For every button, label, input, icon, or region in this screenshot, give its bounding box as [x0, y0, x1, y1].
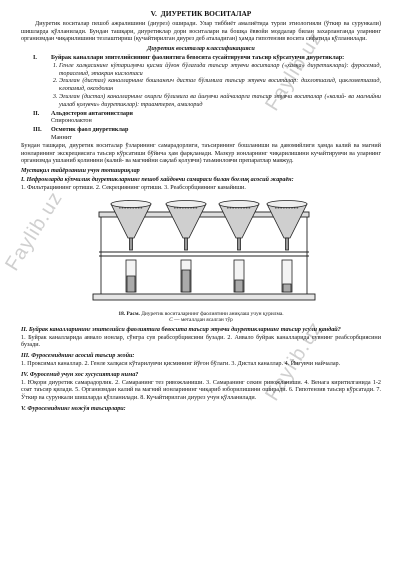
question-1: I. Нефронларда кўпчилик диуретикларнинг пешоб хайдовчи самараси билан боғлиқ асосий жараён:: [21, 176, 294, 183]
apparatus-figure: [21, 194, 381, 311]
answer-1: 1. Фильтрациянинг ортиши. 2. Секрециянинг ортиши. 3. Реабсорбциянинг камайиши.: [21, 184, 246, 191]
section-2-heading: II. Альдостерон антагонистлари: [33, 110, 133, 117]
classification-title: Диуретик воситалар классификацияси: [147, 46, 255, 53]
question-3: III. Фуросемиднинг асосий таъсир жойи:: [21, 353, 135, 360]
watermark: Faylib.uz: [1, 187, 68, 275]
self-prep-heading: Мустақил тайёрланиш учун топшириқлар: [21, 168, 140, 175]
intro-paragraph: Диуретик воситалар пешоб ажралишини (диурез) оширади. Улар тиббиёт амалиётида турли этиологияли (ўткир ва сурункали) шишларда қўлланилади. Бундан ташқари, диуретиклар дори воситалари ва бошқа ёввойи моддалар билан захарланганда уларнинг организмдан чиқарилишини тезлаштириш (қучайтирилган диурез деб аталадиган) ҳамда гипотензив восита сифатида қўлланилади.: [21, 20, 381, 43]
question-5: V. Фуросемиднинг ножўя таъсирлари:: [21, 405, 126, 412]
watermark: Faylib.uz: [261, 27, 328, 115]
question-4: IV. Фуросемид учун хос хусусиятлар нима?: [21, 371, 139, 378]
section-2-item: Спиронолактон: [51, 118, 92, 125]
section-3-heading: III. Осмотик фаол диуретиклар: [33, 127, 129, 134]
section-1-heading: I. Буйрак каналлари эпителийсининг фаолиятига бевосита сусайтирувчи таъсир кўрсатувчи диуретиклар:: [33, 54, 345, 61]
second-paragraph: Бундан ташқари, диуретик воситалар ўзларининг самарадорлиги, таъсирининг бошланиши ва давомийлиги ҳамда калий ва магний ионларининг экскрециясига таъсир кўрсатиши бўйича ҳам фарқланади. Мазкур ионларнинг чиқарилишини кучайтирувчи ва уларнинг организмда ушланиб қолинини (калий- ва магнийни сақлаб қолувчи) таъминловчи препаратлар мавжуд.: [21, 142, 381, 165]
section-1-list: [21, 63, 381, 110]
document-page: [21, 10, 381, 414]
chapter-title: V. ДИУРЕТИК ВОСИТАЛАР: [150, 9, 252, 18]
answer-4: 1. Юқори диуретик самарадорлик. 2. Самаранинг тез ривожланиши. 3. Самаранинг секин ривожланиши. 4. Венага киритилганида 1-2 соат таъсир қилади. 5. Организмдан калий ва магний ионларининг чиқариб юборилишини оширади. 6. Гипотензив таъсир кўрсатади. 7. Ўткир ва сурункали шишларда қўлланилади. 8. Кучайтирилган диурез учун қўлланилади.: [21, 379, 381, 402]
answer-3: 1. Проксимал каналлар. 2. Генле халқаси кўтарилувчи қисмининг йўғон бўлаги. 3. Дистал каналлар. 4. Йиғувчи найчалар.: [21, 360, 341, 367]
watermark: Faylib.uz: [261, 317, 328, 405]
question-2: II. Буйрак каналларининг эпителийси фаолиятига бевосита таъсир этувчи диуретикларнинг таъсир усули қандай?: [21, 326, 341, 333]
figure-subcaption: С — металлдан ясалган тўр: [169, 317, 233, 324]
list-item: 1. Генле халқасининг кўтарилувчи қисми йўғон бўлагида таъсир этувчи воситалар («халқа» диуретиклари): фуросемид, торасемид, этакрин кислотаси: [59, 63, 381, 79]
section-3-item: Маннит: [51, 134, 72, 141]
apparatus-illustration: [21, 194, 381, 311]
list-item: 3. Эгилган (дистал) каналларнинг охирги бўлимига ва йиғувчи найчаларга таъсир этувчи воситалар («калий- ва магнийни ушлаб қолувчи» диуретиклар): триамтерен, амилорид: [59, 94, 381, 110]
list-item: 2. Эгилган (дистал) каналларнинг бошланғич дистал бўлимига таъсир этувчи воситалар: дихлотиазид, циклометиазид, клопамид, оксодолин: [59, 78, 381, 94]
answer-2: 1. Буйрак каналларида аввало ионлар, сўнгра сув реабсорбциясини бузади. 2. Аввало буйрак каналларида сувнинг реабсорбциясини бузади.: [21, 334, 381, 349]
figure-caption: 18. Расм. Диуретик воситаларнинг фаолиятини аниқлаш учун қурилма.: [118, 310, 284, 317]
